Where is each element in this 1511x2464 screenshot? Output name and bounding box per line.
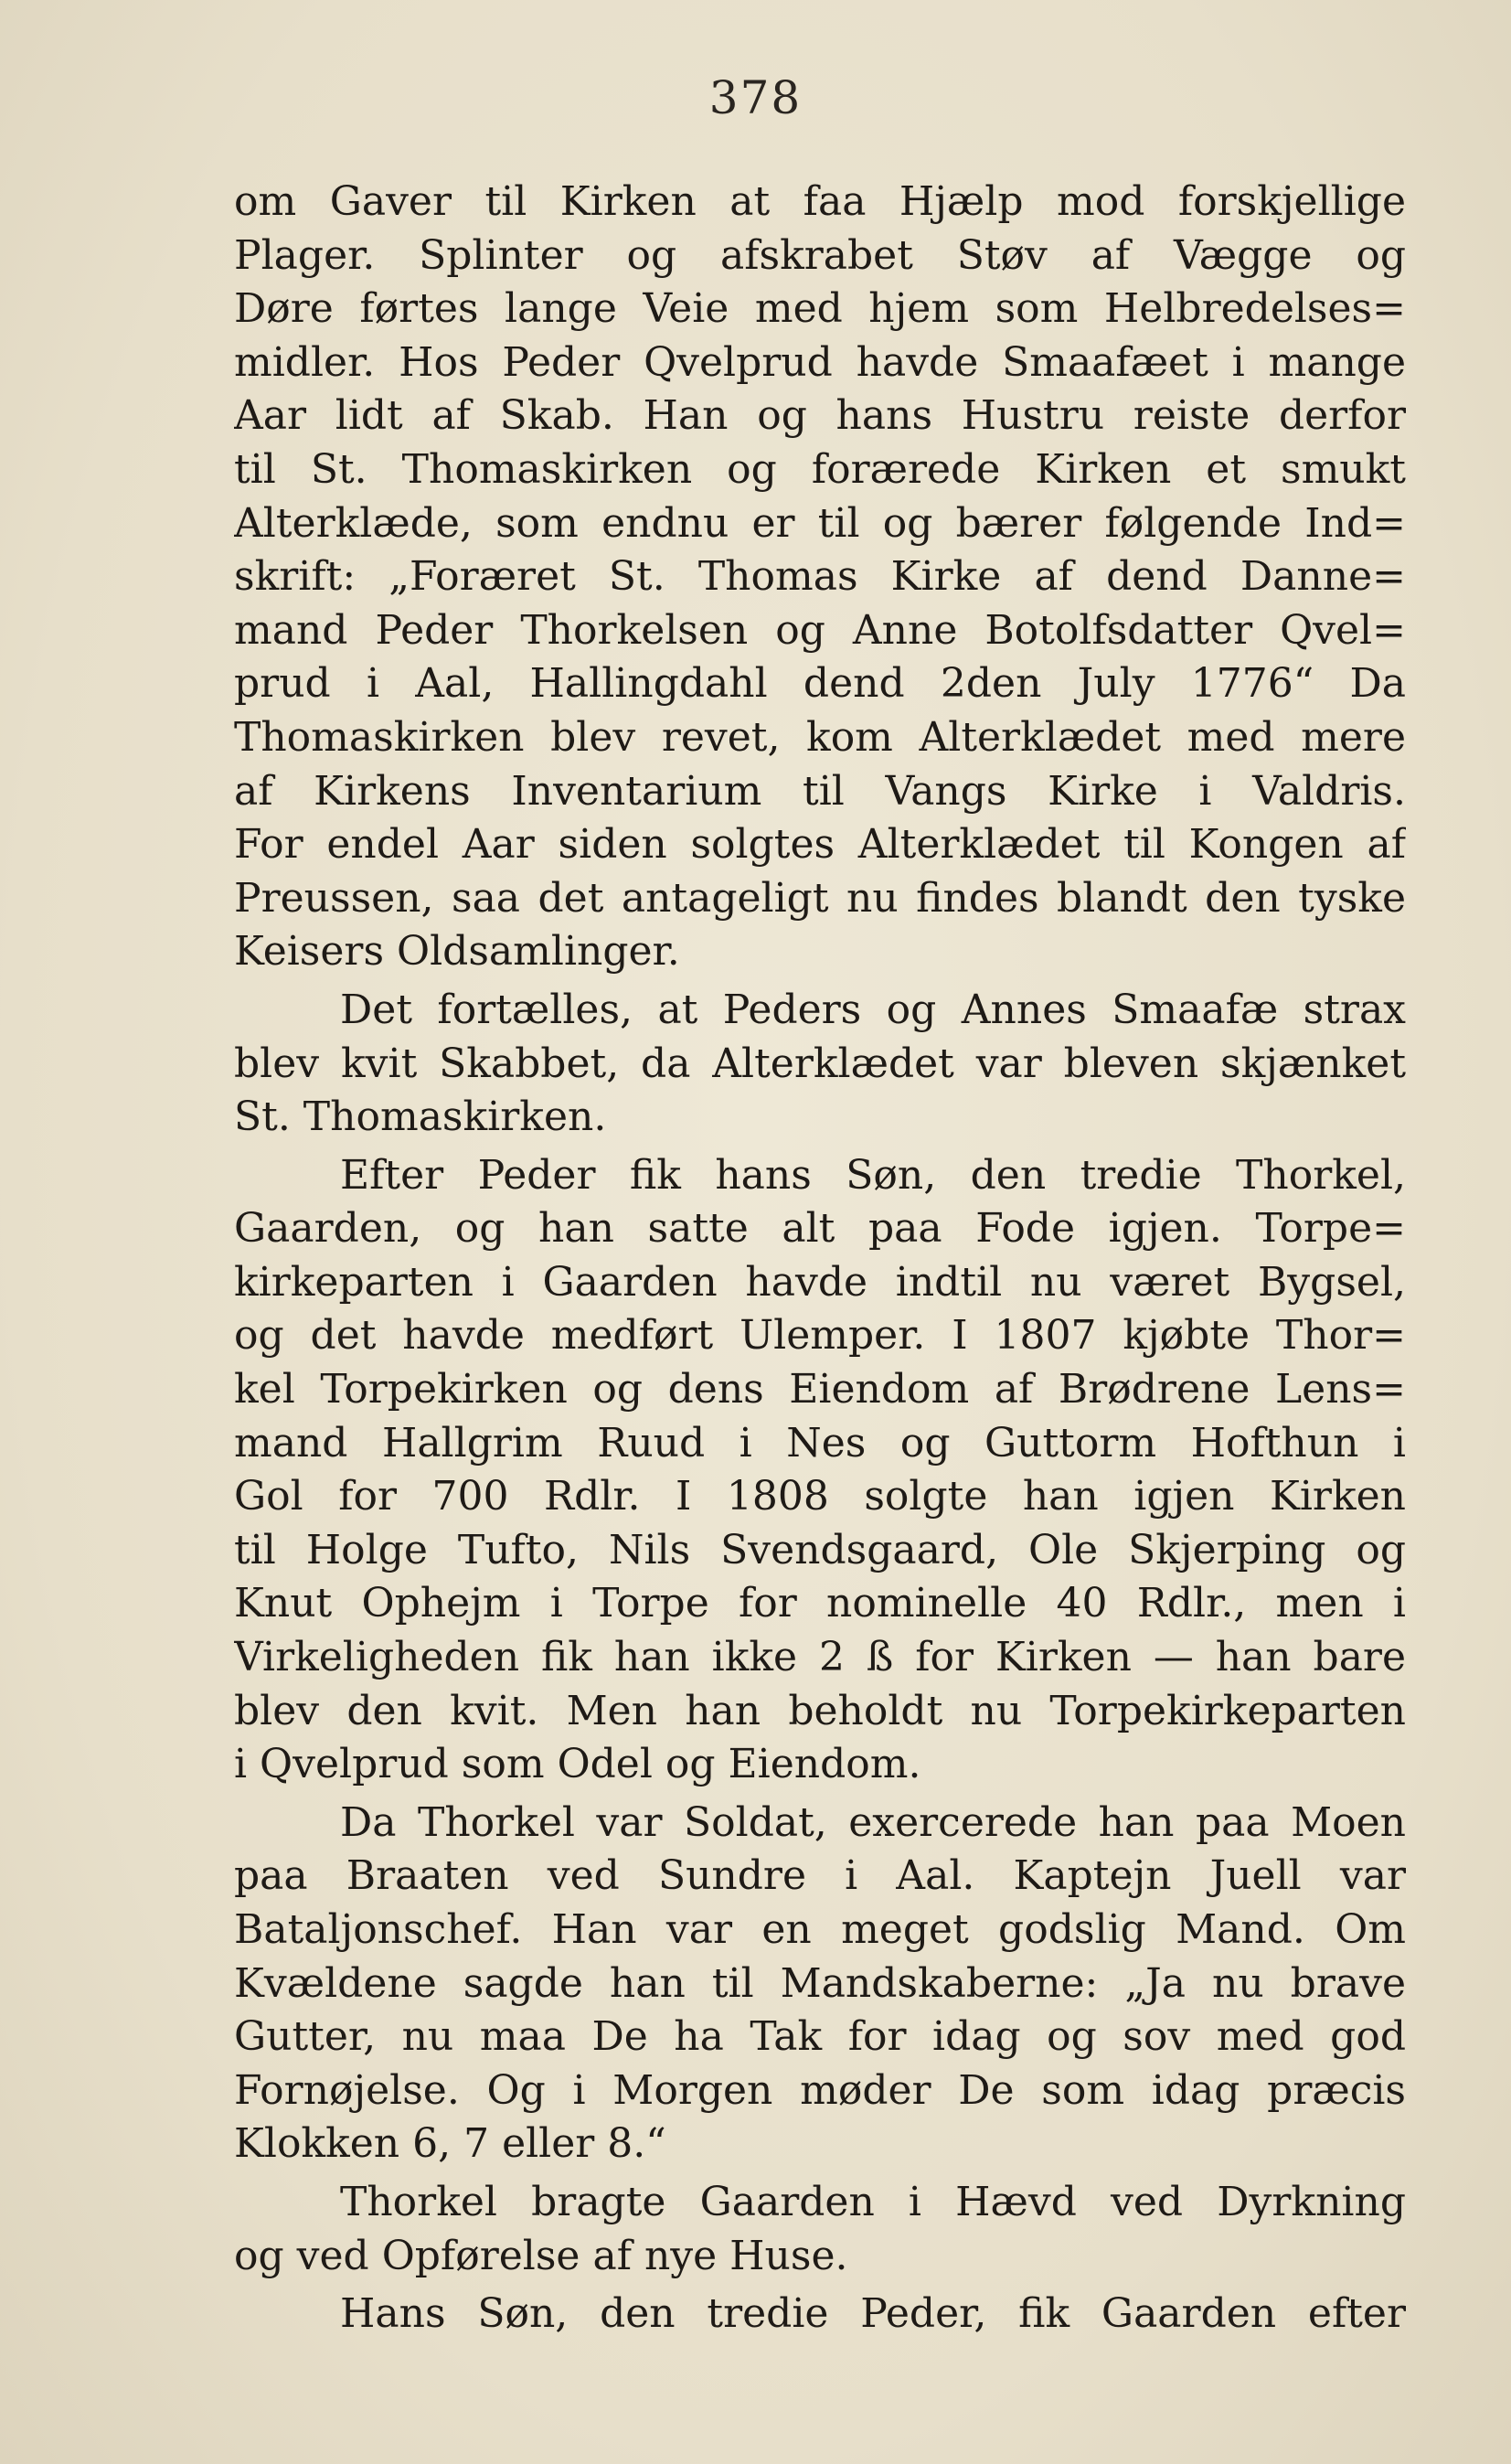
text-line: og ved Opførelse af nye Huse. [234, 2232, 848, 2279]
text-line: mand Hallgrim Ruud i Nes og Guttorm Hofthun i [234, 1419, 1406, 1467]
text-line: af Kirkens Inventarium til Vangs Kirke i Valdris. [234, 767, 1406, 815]
text-line: Gol for 700 Rdlr. I 1808 solgte han igjen Kirken [234, 1473, 1406, 1520]
text-line: Aar lidt af Skab. Han og hans Hustru reiste derfor [234, 392, 1406, 440]
text-line: Døre førtes lange Veie med hjem som Helbredelses= [234, 285, 1406, 333]
text-line: For endel Aar siden solgtes Alterklædet til Kongen af [234, 821, 1406, 869]
text-line: Hans Søn, den tredie Peder, fik Gaarden efter [340, 2290, 1406, 2338]
text-line: Det fortælles, at Peders og Annes Smaafæ strax [340, 986, 1406, 1033]
text-line: Thomaskirken blev revet, kom Alterklædet med mere [234, 713, 1406, 761]
text-line: prud i Aal, Hallingdahl dend 2den July 1776“ Da [234, 660, 1406, 708]
text-line: Bataljonschef. Han var en meget godslig Mand. Om [234, 1906, 1406, 1953]
text-line: Klokken 6, 7 eller 8.“ [234, 2120, 666, 2168]
text-line: blev den kvit. Men han beholdt nu Torpekirkeparten [234, 1687, 1406, 1734]
paragraph [234, 984, 1406, 1145]
text-line: Gaarden, og han satte alt paa Fode igjen. Torpe= [234, 1205, 1406, 1253]
text-line: kirkeparten i Gaarden havde indtil nu været Bygsel, [234, 1258, 1406, 1306]
text-line: i Qvelprud som Odel og Eiendom. [234, 1741, 921, 1788]
text-line: om Gaver til Kirken at faa Hjælp mod forskjellige [234, 178, 1406, 225]
text-line: Keisers Oldsamlinger. [234, 928, 680, 976]
text-line: Efter Peder fik hans Søn, den tredie Thorkel, [340, 1151, 1406, 1199]
text-line: kel Torpekirken og dens Eiendom af Brødrene Lens= [234, 1366, 1406, 1413]
text-line: til St. Thomaskirken og forærede Kirken et smukt [234, 445, 1406, 493]
paragraph [234, 176, 1406, 979]
text-line: Fornøjelse. Og i Morgen møder De som idag præcis [234, 2066, 1406, 2114]
paragraph [234, 2288, 1406, 2341]
paragraph [234, 1797, 1406, 2171]
text-line: Kvældene sagde han til Mandskaberne: „Ja nu brave [234, 1959, 1406, 2007]
text-line: Knut Ophejm i Torpe for nominelle 40 Rdlr., men i [234, 1580, 1406, 1627]
text-line: Preussen, saa det antageligt nu findes blandt den tyske [234, 874, 1406, 922]
text-line: Plager. Splinter og afskrabet Støv af Vægge og [234, 231, 1406, 279]
page-number: 378 [708, 71, 803, 124]
paragraph [234, 2176, 1406, 2283]
text-line: St. Thomaskirken. [234, 1093, 607, 1141]
text-line: Virkeligheden fik han ikke 2 ß for Kirken — han bare [234, 1634, 1406, 1681]
text-line: midler. Hos Peder Qvelprud havde Smaafæet i mange [234, 338, 1406, 386]
body-text [234, 176, 1406, 2341]
text-line: Gutter, nu maa De ha Tak for idag og sov med god [234, 2013, 1406, 2061]
text-line: skrift: „Foræret St. Thomas Kirke af dend Danne= [234, 553, 1406, 601]
text-line: blev kvit Skabbet, da Alterklædet var bleven skjænket [234, 1040, 1406, 1087]
text-line: Thorkel bragte Gaarden i Hævd ved Dyrkning [340, 2178, 1406, 2225]
text-line: Alterklæde, som endnu er til og bærer følgende Ind= [234, 499, 1406, 547]
paragraph [234, 1149, 1406, 1792]
text-line: til Holge Tufto, Nils Svendsgaard, Ole Skjerping og [234, 1526, 1406, 1573]
text-line: mand Peder Thorkelsen og Anne Botolfsdatter Qvel= [234, 606, 1406, 654]
text-line: og det havde medført Ulemper. I 1807 kjøbte Thor= [234, 1312, 1406, 1360]
text-line: paa Braaten ved Sundre i Aal. Kaptejn Juell var [234, 1852, 1406, 1900]
text-line: Da Thorkel var Soldat, exercerede han paa Moen [340, 1798, 1406, 1846]
